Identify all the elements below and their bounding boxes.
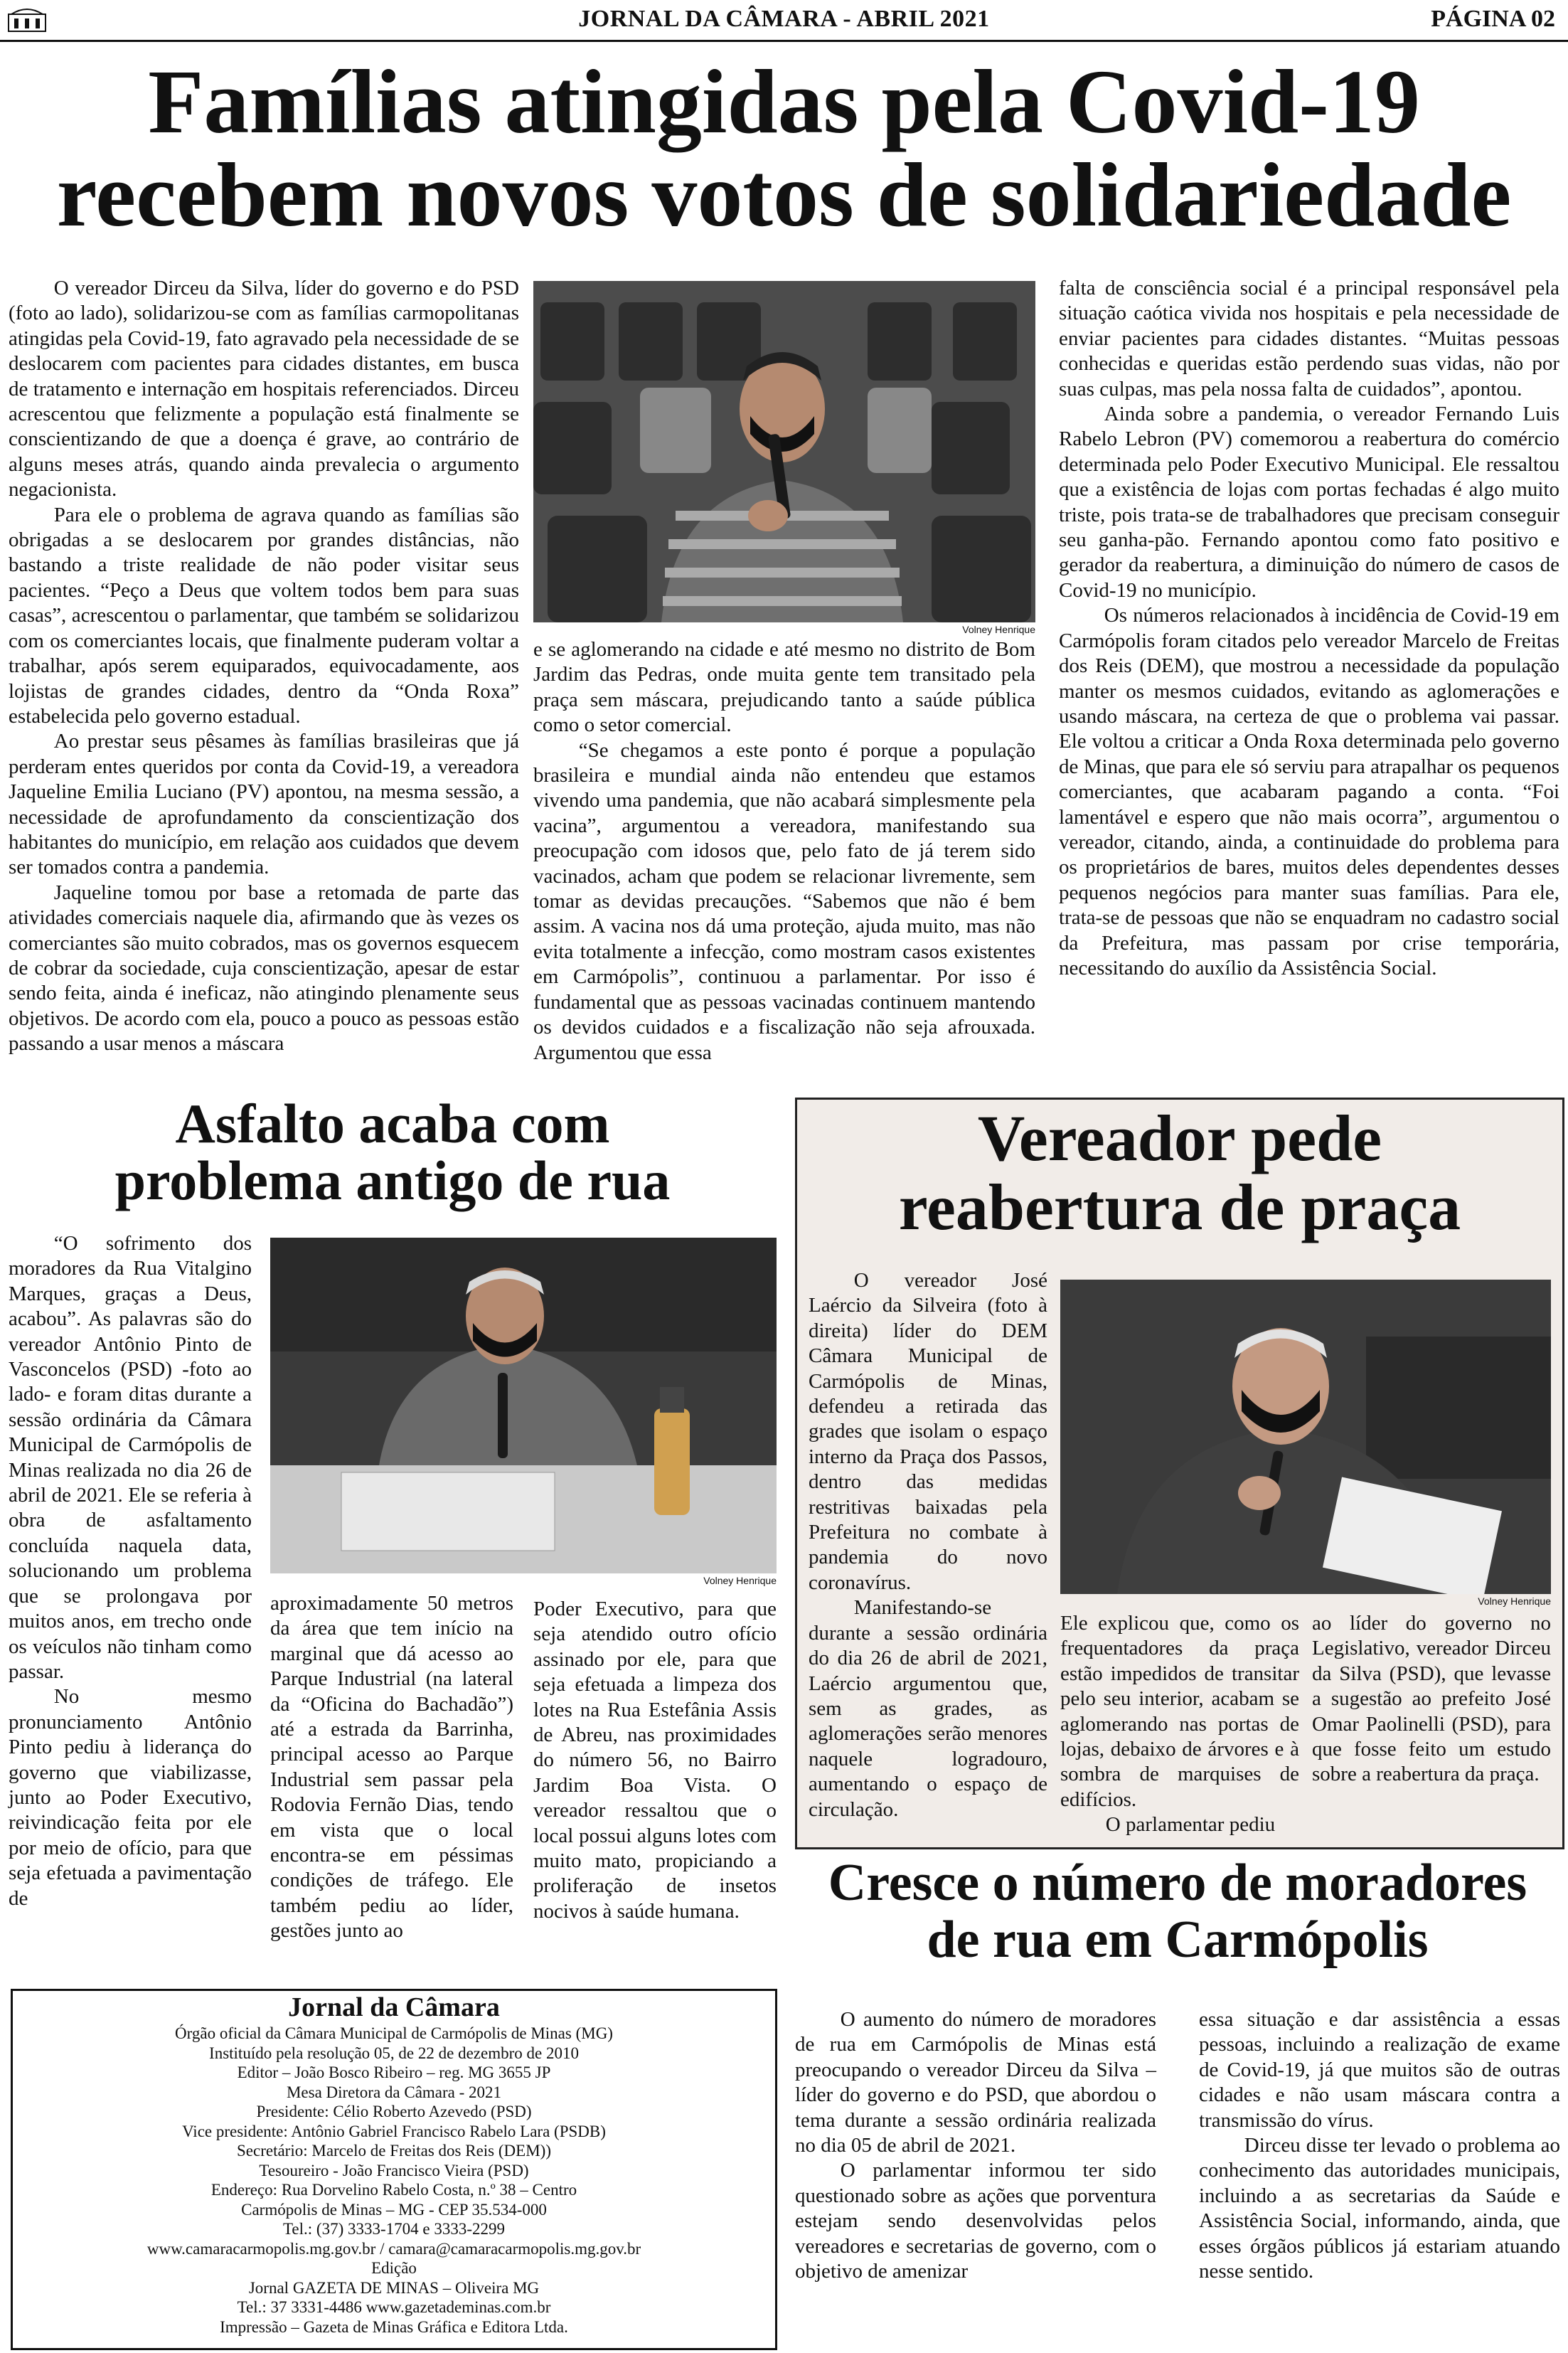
photo-jose-laercio bbox=[1060, 1280, 1551, 1594]
photo-illustration bbox=[533, 281, 1035, 622]
paragraph: Os números relacionados à incidência de Covid-19 em Carmópolis foram citados pelo vereador Marcelo de Freitas dos Reis (DEM), que mostrou a necessidade da população manter os mesmos cuidados, evitando as aglomerações e usando máscara, na certeza de que o problema vai passar. Ele voltou a criticar a Onda Roxa determinada pelo governo de Minas, que para ele só serviu para atrapalhar os pequenos comerciantes, que acabaram pagando a conta. “Foi lamentável e espero que não mais ocorra”, argumentou o vereador, citando, ainda, a continuidade do problema para os proprietários de bares, muitos deles dependentes desses pequenos negócios para manter suas famílias. Para ele, trata-se de pessoas que não se enquadram no cadastro social da Prefeitura, mas passam por crise temporária, necessitando do auxílio da Assistência Social. bbox=[1059, 604, 1559, 979]
paragraph: Jaqueline tomou por base a retomada de parte das atividades comerciais naquele dia, afirmando que às vezes os comerciantes são muito cobrados, mas os governos esquecem de cobrar da sociedade, cuja conscientização, apesar de estar sendo feita, ainda é ineficaz, não atingindo plenamente seus objetivos. De acordo com ela, pouco a pouco as pessoas estão passando a usar menos a máscara bbox=[9, 881, 519, 1056]
paragraph: Para ele o problema de agrava quando as famílias são obrigadas a se deslocarem por grandes distâncias, não bastando a triste realidade de não poder visitar seus pacientes. “Peço a Deus que voltem todos bem para suas casas”, acrescentou o parlamentar, que também se solidarizou com os comerciantes locais, que finalmente puderam voltar a trabalhar, após serem equiparados, equivocadamente, aos lojistas de grandes cidades, dentro da “Onda Roxa” estabelecida pelo governo estadual. bbox=[9, 503, 519, 728]
paragraph: essa situação e dar assistência a essas pessoas, incluindo a realização de exame de Covid-19, já que muitos são de outras cidades e não usam máscara contra a transmissão do vírus. bbox=[1199, 2008, 1560, 2132]
masthead-website[interactable]: www.camaracarmopolis.mg.gov.br / camara@camaracarmopolis.mg.gov.br bbox=[146, 2239, 641, 2258]
paragraph: O parlamentar informou ter sido questionado sobre as ações que porventura estejam sendo desenvolvidas pelos vereadores e secretarias de governo, com o objetivo de amenizar bbox=[795, 2159, 1156, 2283]
article3-column-3 bbox=[1312, 1611, 1551, 1788]
photo-credit: Volney Henrique bbox=[962, 624, 1035, 635]
photo-credit: Volney Henrique bbox=[703, 1575, 777, 1586]
masthead-line: Endereço: Rua Dorvelino Rabelo Costa, n.º 38 – Centro bbox=[210, 2181, 577, 2199]
photo-antonio-pinto bbox=[270, 1238, 777, 1573]
paragraph: Ele explicou que, como os frequentadores da praça estão impedidos de transitar pelo seu interior, acabam se aglomerando nas portas de lojas, debaixo de árvores e à sombra de marquises de edifícios. bbox=[1060, 1612, 1299, 1811]
paragraph: Ainda sobre a pandemia, o vereador Fernando Luis Rabelo Lebron (PV) comemorou a reabertura do comércio determinada pelo Poder Executivo Municipal. Ele ressaltou que a existência de lojas com portas fechadas é algo muito triste, pois trata-se de trabalhadores que precisam conseguir seu ganha-pão. Fernando apontou como fato positivo e gerador da reabertura, a diminuição do número de casos de Covid-19 no município. bbox=[1059, 403, 1559, 602]
photo-illustration bbox=[270, 1238, 777, 1573]
article1-column-2 bbox=[533, 637, 1035, 1066]
masthead-line: Instituído pela resolução 05, de 22 de dezembro de 2010 bbox=[209, 2044, 579, 2062]
paragraph: Manifestando-se durante a sessão ordinária do dia 26 de abril de 2021, Laércio argumentou que, sem as grades, as aglomerações serão menores naquele logradouro, aumentando o espaço de circulação. bbox=[809, 1596, 1047, 1821]
article2-column-1 bbox=[9, 1231, 252, 1911]
article2-column-3 bbox=[533, 1597, 777, 1924]
paragraph: O parlamentar pediu bbox=[1105, 1813, 1276, 1837]
paragraph: e se aglomerando na cidade e até mesmo no distrito de Bom Jardim das Pedras, onde muita gente tem transitado pela praça sem máscara, prejudicando tanto a saúde pública como o setor comercial. bbox=[533, 638, 1035, 737]
page-header bbox=[0, 0, 1568, 42]
paragraph: falta de consciência social é a principal responsável pela situação caótica vivida nos hospitais e pela necessidade de enviar pacientes para cidades distantes. “Muitas pessoas conhecidas e queridas estão perdendo suas vidas, não por suas culpas, mas pela nossa falta de cuidados”, apontou. bbox=[1059, 277, 1559, 400]
paragraph: ao líder do governo no Legislativo, vereador Dirceu da Silva (PSD), que levasse a sugestão ao prefeito José Omar Paolinelli (PSD), para que fosse feito um estudo sobre a reabertura da praça. bbox=[1312, 1612, 1551, 1786]
masthead-line: Mesa Diretora da Câmara - 2021 bbox=[286, 2083, 502, 2101]
article4-headline: Cresce o número de moradores de rua em Carmópolis bbox=[828, 1854, 1527, 1969]
masthead-line: Carmópolis de Minas – MG - CEP 35.534-000 bbox=[241, 2200, 547, 2219]
article2-headline: Asfalto acaba com problema antigo de rua bbox=[114, 1093, 671, 1211]
masthead-line: Impressão – Gazeta de Minas Gráfica e Editora Ltda. bbox=[220, 2317, 568, 2336]
masthead-line: Edição bbox=[371, 2259, 417, 2277]
paragraph: O vereador José Laércio da Silveira (foto à direita) líder do DEM Câmara Municipal de Carmópolis de Minas, defendeu a retirada das grades que isolam o espaço interno da Praça dos Passos, dentro das medidas restritivas baixadas pela Prefeitura no combate à pandemia do novo coronavírus. bbox=[809, 1269, 1047, 1594]
paragraph: Ao prestar seus pêsames às famílias brasileiras que já perderam entes queridos por conta da Covid-19, a vereadora Jaqueline Emilia Luciano (PV) apontou, na mesma sessão, a necessidade de aprofundamento da conscientização dos habitantes do município, em relação aos cuidados que devem ser tomados contra a pandemia. bbox=[9, 730, 519, 879]
masthead-line: Presidente: Célio Roberto Azevedo (PSD) bbox=[256, 2103, 532, 2120]
photo-illustration bbox=[1060, 1280, 1551, 1594]
paragraph: No mesmo pronunciamento Antônio Pinto pediu à liderança do governo que viabilizasse, junto ao Poder Executivo, reivindicação feita por ele por meio de ofício, para que seja efetuada a pavimentação de bbox=[9, 1685, 252, 1910]
paragraph: O vereador Dirceu da Silva, líder do governo e do PSD (foto ao lado), solidarizou-se com as famílias carmopolitanas atingidas pela Covid-19, fato agravado pela necessidade de se deslocarem com pacientes para cidades distantes, em busca de tratamento e internação em hospitais referenciados. Dirceu acrescentou que felizmente a população está finalmente se conscientizando de que a doença é grave, ao contrário de alguns meses atrás, quando ainda prevalecia o argumento negacionista. bbox=[9, 277, 519, 501]
masthead-line: Tesoureiro - João Francisco Vieira (PSD) bbox=[259, 2161, 529, 2179]
paragraph: “Se chegamos a este ponto é porque a população brasileira e mundial ainda não entendeu que estamos vivendo uma pandemia, que não acabará simplesmente pela vacina”, argumentou a vereadora, manifestando sua preocupação com idosos que, pelo fato de já terem sido vacinados, acham que podem se relacionar livremente, sem tomar as devidas precauções. “Sabemos que não é bem assim. A vacina nos dá uma proteção, ajuda muito, mas não evita totalmente a infecção, como mostram casos existentes em Carmópolis”, continuou a parlamentar. Por isso é fundamental que as pessoas vacinadas continuem mantendo os devidos cuidados e a fiscalização não seja afrouxada. Argumentou que essa bbox=[533, 738, 1035, 1064]
masthead-title: Jornal da Câmara bbox=[288, 1992, 500, 2022]
masthead-line: Vice presidente: Antônio Gabriel Francisco Rabelo Lara (PSDB) bbox=[182, 2122, 606, 2140]
page-number: PÁGINA 02 bbox=[1431, 6, 1555, 32]
paragraph: O aumento do número de moradores de rua em Carmópolis de Minas está preocupando o vereador Dirceu da Silva – líder do governo e do PSD, que abordou o tema durante a sessão ordinária realizada no dia 05 de abril de 2021. bbox=[795, 2008, 1156, 2157]
article4-column-2 bbox=[1199, 2007, 1560, 2284]
article3-column-1 bbox=[809, 1268, 1047, 1822]
paragraph: Dirceu disse ter levado o problema ao conhecimento das autoridades municipais, incluindo a as secretarias da Saúde e Assistência Social, informando, ainda, que esses órgãos públicos já estariam atuando nesse sentido. bbox=[1199, 2134, 1560, 2283]
masthead-box bbox=[11, 1989, 777, 2350]
article2-column-2 bbox=[270, 1591, 513, 1944]
article1-column-3 bbox=[1059, 276, 1559, 981]
masthead-line: Tel.: (37) 3333-1704 e 3333-2299 bbox=[282, 2220, 506, 2238]
article3-box bbox=[795, 1098, 1564, 1849]
masthead-line: Órgão oficial da Câmara Municipal de Carmópolis de Minas (MG) bbox=[175, 2024, 613, 2042]
article3-column-2 bbox=[1060, 1611, 1299, 1838]
article3-headline: Vereador pede reabertura de praça bbox=[898, 1102, 1461, 1243]
masthead-line: Editor – João Bosco Ribeiro – reg. MG 3655 JP bbox=[237, 2063, 551, 2081]
masthead-line: Secretário: Marcelo de Freitas dos Reis (DEM)) bbox=[237, 2142, 551, 2160]
photo-dirceu-da-silva bbox=[533, 281, 1035, 622]
photo-credit: Volney Henrique bbox=[1478, 1595, 1551, 1607]
article1-headline: Famílias atingidas pela Covid-19 recebem novos votos de solidariedade bbox=[56, 51, 1512, 245]
article1-column-1 bbox=[9, 276, 519, 1057]
masthead-line: Tel.: 37 3331-4486 www.gazetademinas.com.br bbox=[237, 2298, 551, 2316]
newspaper-issue-title: JORNAL DA CÂMARA - ABRIL 2021 bbox=[578, 6, 990, 32]
paragraph: Poder Executivo, para que seja atendido outro ofício assinado por ele, para que seja efetuada a limpeza dos lotes na Rua Estefânia Assis de Abreu, nas proximidades do número 56, no Bairro Jardim Boa Vista. O vereador ressaltou que o local possui alguns lotes com muito mato, propiciando a proliferação de insetos nocivos à saúde humana. bbox=[533, 1598, 777, 1923]
paragraph: aproximadamente 50 metros da área que tem início na marginal que dá acesso ao Parque Industrial (na lateral da “Oficina do Bachadão”) até a estrada da Barrinha, principal acesso ao Parque Industrial sem passar pela Rodovia Fernão Dias, tendo em vista que o local encontra-se em péssimas condições de tráfego. Ele também pediu ao líder, gestões junto ao bbox=[270, 1592, 513, 1943]
article4-column-1 bbox=[795, 2007, 1156, 2284]
paragraph: “O sofrimento dos moradores da Rua Vitalgino Marques, graças a Deus, acabou”. As palavras são do vereador Antônio Pinto de Vasconcelos (PSD) -foto ao lado- e foram ditas durante a sessão ordinária da Câmara Municipal de Carmópolis de Minas realizada no dia 26 de abril de 2021. Ele se referia à obra de asfaltamento concluída naquela data, solucionando um problema que se prolongava por muitos anos, em trecho onde os veículos não tinham como passar. bbox=[9, 1232, 252, 1683]
masthead-line: Jornal GAZETA DE MINAS – Oliveira MG bbox=[248, 2278, 540, 2297]
